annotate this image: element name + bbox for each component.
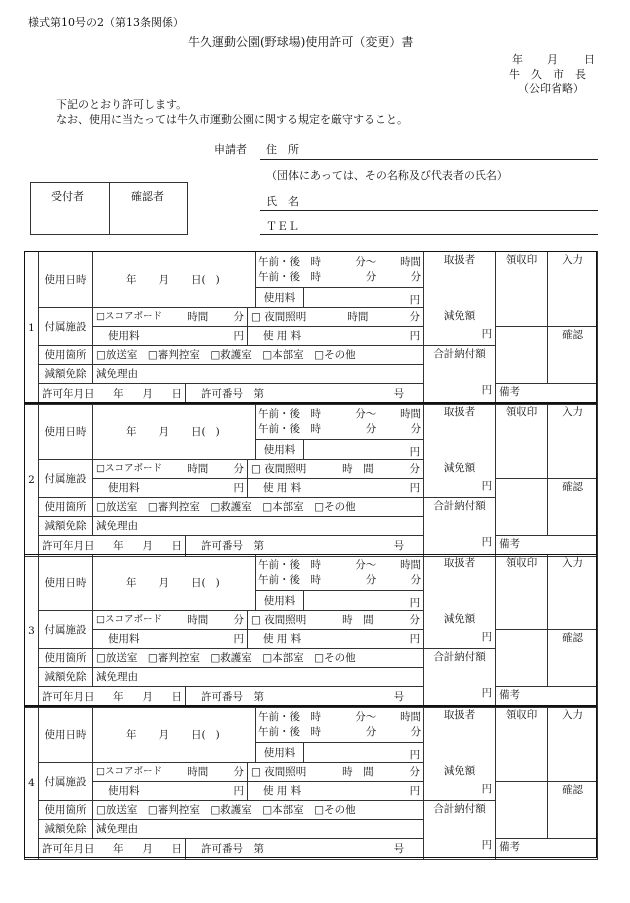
night-light-cell: □ 夜間照明 時間 分 bbox=[248, 308, 424, 327]
handler-cell: 取扱者 bbox=[424, 555, 496, 611]
seal-note: （公印省略） bbox=[518, 82, 584, 95]
location-label: 使用箇所 bbox=[39, 498, 93, 517]
location-options: □放送室 □審判控室 □救護室 □本部室 □その他 bbox=[93, 346, 424, 365]
notice-line-2: なお、使用に当たっては牛久市運動公園に関する規定を厳守すること。 bbox=[56, 113, 408, 126]
exemption-label: 減額免除 bbox=[39, 517, 93, 536]
permit-date-cell: 許可年月日 年 月 日 bbox=[39, 384, 186, 405]
date-month: 月 bbox=[547, 53, 558, 66]
total-fee-cell: 合計納付額 円 bbox=[424, 498, 496, 557]
handler-cell: 取扱者 bbox=[424, 404, 496, 460]
exemption-reason: 減免理由 bbox=[93, 365, 424, 384]
permit-date-cell: 許可年月日 年 月 日 bbox=[39, 536, 186, 557]
scoreboard-cell: □スコアボード 時間 分 bbox=[93, 460, 248, 479]
location-label: 使用箇所 bbox=[39, 649, 93, 668]
receipt-stamp-cell: 領収印 bbox=[496, 404, 548, 479]
usage-section-2 bbox=[24, 403, 598, 557]
night-light-cell: □ 夜間照明 時 間 分 bbox=[248, 763, 424, 782]
usage-section-4 bbox=[24, 706, 598, 860]
total-fee-cell: 合計納付額 円 bbox=[424, 801, 496, 860]
receipt-area bbox=[496, 782, 548, 839]
fee-label: 使用料 bbox=[256, 591, 304, 611]
permit-number-cell: 許可番号 第 号 bbox=[186, 384, 424, 405]
night-fee-cell: 使 用 料 円 bbox=[248, 479, 424, 498]
applicant-label: 申請者 bbox=[214, 143, 247, 156]
facility-label: 付属施設 bbox=[39, 308, 93, 346]
remarks-cell: 備考 bbox=[496, 687, 598, 708]
fee-value: 円 bbox=[304, 288, 424, 308]
location-label: 使用箇所 bbox=[39, 801, 93, 820]
section-number: 3 bbox=[25, 555, 39, 708]
scoreboard-fee-cell: 使用料 円 bbox=[93, 782, 248, 801]
input-cell: 入力 bbox=[548, 555, 598, 630]
receipt-area bbox=[496, 630, 548, 687]
exemption-label: 減額免除 bbox=[39, 820, 93, 839]
fee-label: 使用料 bbox=[256, 743, 304, 763]
night-light-cell: □ 夜間照明 時 間 分 bbox=[248, 460, 424, 479]
section-number: 4 bbox=[25, 707, 39, 860]
address-label: 住 所 bbox=[266, 143, 299, 156]
section-number: 1 bbox=[25, 252, 39, 405]
receipt-stamp-cell: 領収印 bbox=[496, 707, 548, 782]
use-date-cell: 年 月 日( ) bbox=[93, 555, 256, 611]
tel-label: ＴＥＬ bbox=[266, 220, 299, 233]
location-label: 使用箇所 bbox=[39, 346, 93, 365]
scoreboard-cell: □スコアボード 時間 分 bbox=[93, 611, 248, 630]
scoreboard-fee-cell: 使用料 円 bbox=[93, 327, 248, 346]
use-datetime-label: 使用日時 bbox=[39, 404, 93, 460]
permit-number-cell: 許可番号 第 号 bbox=[186, 687, 424, 708]
use-datetime-label: 使用日時 bbox=[39, 252, 93, 308]
total-fee-cell: 合計納付額 円 bbox=[424, 649, 496, 708]
remarks-cell: 備考 bbox=[496, 536, 598, 557]
exemption-reason: 減免理由 bbox=[93, 517, 424, 536]
use-time-cell: 午前・後 時 分～ 時間 午前・後 時 分 分 bbox=[256, 555, 424, 591]
date-day: 日 bbox=[584, 53, 595, 66]
receipt-area bbox=[496, 479, 548, 536]
issuer-name: 牛 久 市 長 bbox=[509, 68, 586, 81]
scoreboard-fee-cell: 使用料 円 bbox=[93, 630, 248, 649]
exemption-label: 減額免除 bbox=[39, 365, 93, 384]
handler-cell: 取扱者 bbox=[424, 252, 496, 308]
permit-date-cell: 許可年月日 年 月 日 bbox=[39, 687, 186, 708]
confirm-cell: 確認 bbox=[548, 479, 598, 536]
use-time-cell: 午前・後 時 分～ 時間 午前・後 時 分 分 bbox=[256, 707, 424, 743]
form-number: 様式第10号の2（第13条関係） bbox=[28, 16, 184, 29]
facility-label: 付属施設 bbox=[39, 763, 93, 801]
tel-line bbox=[260, 234, 598, 235]
confirm-cell: 確認 bbox=[548, 630, 598, 687]
fee-label: 使用料 bbox=[256, 440, 304, 460]
scoreboard-cell: □スコアボード 時間 分 bbox=[93, 308, 248, 327]
input-cell: 入力 bbox=[548, 252, 598, 327]
use-date-cell: 年 月 日( ) bbox=[93, 707, 256, 763]
input-cell: 入力 bbox=[548, 404, 598, 479]
reception-box bbox=[30, 182, 188, 235]
input-cell: 入力 bbox=[548, 707, 598, 782]
receipt-stamp-cell: 領収印 bbox=[496, 555, 548, 630]
receiver-label: 受付者 bbox=[51, 190, 84, 203]
confirm-cell: 確認 bbox=[548, 782, 598, 839]
reduction-cell: 減免額 円 bbox=[424, 308, 496, 346]
confirmer-label: 確認者 bbox=[131, 190, 164, 203]
reduction-cell: 減免額 円 bbox=[424, 460, 496, 498]
section-number: 2 bbox=[25, 404, 39, 557]
permit-number-cell: 許可番号 第 号 bbox=[186, 839, 424, 860]
receipt-area bbox=[496, 327, 548, 384]
permit-date-cell: 許可年月日 年 月 日 bbox=[39, 839, 186, 860]
exemption-reason: 減免理由 bbox=[93, 820, 424, 839]
exemption-label: 減額免除 bbox=[39, 668, 93, 687]
group-note: （団体にあっては、その名称及び代表者の氏名） bbox=[266, 169, 508, 182]
use-date-cell: 年 月 日( ) bbox=[93, 404, 256, 460]
confirm-cell: 確認 bbox=[548, 327, 598, 384]
permit-number-cell: 許可番号 第 号 bbox=[186, 536, 424, 557]
night-fee-cell: 使 用 料 円 bbox=[248, 630, 424, 649]
usage-section-1 bbox=[24, 251, 598, 405]
receipt-stamp-cell: 領収印 bbox=[496, 252, 548, 327]
night-light-cell: □ 夜間照明 時 間 分 bbox=[248, 611, 424, 630]
location-options: □放送室 □審判控室 □救護室 □本部室 □その他 bbox=[93, 498, 424, 517]
night-fee-cell: 使 用 料 円 bbox=[248, 327, 424, 346]
address-line bbox=[260, 159, 598, 160]
location-options: □放送室 □審判控室 □救護室 □本部室 □その他 bbox=[93, 801, 424, 820]
night-fee-cell: 使 用 料 円 bbox=[248, 782, 424, 801]
notice-line-1: 下記のとおり許可します。 bbox=[56, 98, 188, 111]
fee-value: 円 bbox=[304, 440, 424, 460]
fee-value: 円 bbox=[304, 591, 424, 611]
scoreboard-fee-cell: 使用料 円 bbox=[93, 479, 248, 498]
page-title: 牛久運動公園(野球場)使用許可（変更）書 bbox=[188, 35, 414, 49]
location-options: □放送室 □審判控室 □救護室 □本部室 □その他 bbox=[93, 649, 424, 668]
handler-cell: 取扱者 bbox=[424, 707, 496, 763]
fee-label: 使用料 bbox=[256, 288, 304, 308]
use-time-cell: 午前・後 時 分～ 時間 午前・後 時 分 分 bbox=[256, 404, 424, 440]
exemption-reason: 減免理由 bbox=[93, 668, 424, 687]
facility-label: 付属施設 bbox=[39, 460, 93, 498]
fee-value: 円 bbox=[304, 743, 424, 763]
use-time-cell: 午前・後 時 分～ 時間 午前・後 時 分 分 bbox=[256, 252, 424, 288]
total-fee-cell: 合計納付額 円 bbox=[424, 346, 496, 405]
name-line bbox=[260, 210, 598, 211]
reduction-cell: 減免額 円 bbox=[424, 611, 496, 649]
name-label: 氏 名 bbox=[266, 195, 299, 208]
remarks-cell: 備考 bbox=[496, 839, 598, 860]
use-datetime-label: 使用日時 bbox=[39, 555, 93, 611]
usage-section-3 bbox=[24, 554, 598, 708]
scoreboard-cell: □スコアボード 時間 分 bbox=[93, 763, 248, 782]
remarks-cell: 備考 bbox=[496, 384, 598, 405]
date-year: 年 bbox=[512, 53, 523, 66]
facility-label: 付属施設 bbox=[39, 611, 93, 649]
reduction-cell: 減免額 円 bbox=[424, 763, 496, 801]
use-date-cell: 年 月 日( ) bbox=[93, 252, 256, 308]
use-datetime-label: 使用日時 bbox=[39, 707, 93, 763]
